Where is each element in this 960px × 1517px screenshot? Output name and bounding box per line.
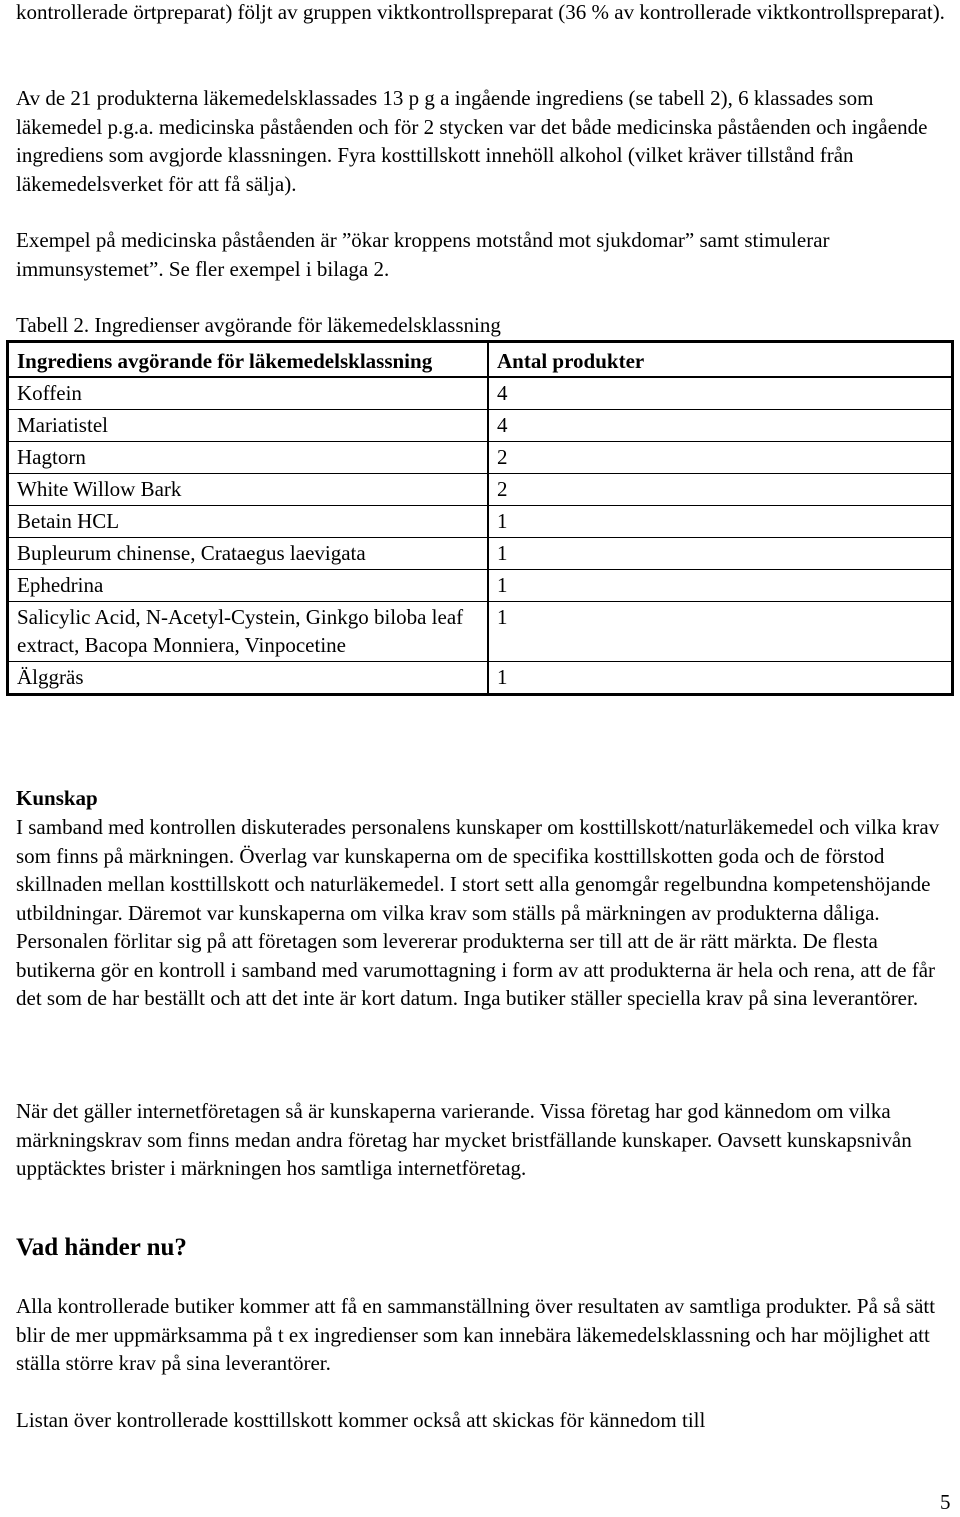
count-cell: 1 — [488, 569, 953, 601]
ingredient-cell: Betain HCL — [8, 505, 489, 537]
paragraph-intro: kontrollerade örtpreparat) följt av gruppen viktkontrollspreparat (36 % av kontrollerade viktkontrollspreparat). — [16, 0, 945, 24]
count-cell: 4 — [488, 409, 953, 441]
table-row — [8, 473, 953, 505]
ingredient-cell: Salicylic Acid, N-Acetyl-Cystein, Ginkgo biloba leaf extract, Bacopa Monniera, Vinpocetine — [8, 601, 489, 661]
ingredient-cell: Mariatistel — [8, 409, 489, 441]
section-heading-vad: Vad händer nu? — [16, 1234, 187, 1261]
table-row — [8, 569, 953, 601]
ingredient-cell: Ephedrina — [8, 569, 489, 601]
count-cell: 1 — [488, 601, 953, 661]
paragraph-classification: Av de 21 produkterna läkemedelsklassades 13 p g a ingående ingrediens (se tabell 2), 6 klassades som läkemedel p.g.a. medicinska påståenden och för 2 stycken var det både medicinska påståenden och ingående ingrediens som avgjorde klassningen. Fyra kosttillskott innehöll alkohol (vilket kräver tillstånd från läkemedelsverket för att få sälja). — [16, 86, 928, 196]
paragraph-kunskap-staff: I samband med kontrollen diskuterades personalens kunskaper om kosttillskott/naturläkemedel och vilka krav som finns på märkningen. Överlag var kunskaperna om de specifika kosttillskotten goda och de förstod skillnaden mellan kosttillskott och naturläkemedel. I stort sett alla genomgår regelbundna kompetenshöjande utbildningar. Däremot var kunskaperna om vilka krav som ställs på märkningen av produkterna dåliga. Personalen förlitar sig på att företagen som levererar produkterna ser till att de är rätt märkta. De flesta butikerna gör en kontroll i samband med varumottagning i form av att produkterna är hela och rena, att de får det som de har beställt och att det inte är kort datum. Inga butiker ställer speciella krav på sina leverantörer. — [16, 815, 940, 1010]
count-cell: 1 — [488, 505, 953, 537]
table-row — [8, 377, 953, 410]
page-number: 5 — [940, 1490, 951, 1514]
header-count: Antal produkter — [488, 342, 953, 377]
count-cell: 1 — [488, 537, 953, 569]
ingredient-cell: Hagtorn — [8, 441, 489, 473]
count-cell: 1 — [488, 661, 953, 694]
table-row — [8, 505, 953, 537]
ingredient-cell: Älggräs — [8, 661, 489, 694]
count-cell: 2 — [488, 473, 953, 505]
paragraph-examples: Exempel på medicinska påståenden är ”ökar kroppens motstånd mot sjukdomar” samt stimulerar immunsystemet”. Se fler exempel i bilaga 2. — [16, 228, 830, 281]
header-ingredient: Ingrediens avgörande för läkemedelsklassning — [8, 342, 489, 377]
count-cell: 2 — [488, 441, 953, 473]
table-body — [8, 377, 953, 695]
ingredients-table — [6, 340, 954, 696]
table-header-row — [8, 342, 953, 377]
table-caption: Tabell 2. Ingredienser avgörande för läkemedelsklassning — [16, 313, 501, 337]
paragraph-kunskap-internet: När det gäller internetföretagen så är kunskaperna varierande. Vissa företag har god kännedom om vilka märkningskrav som finns medan andra företag har mycket bristfällande kunskaper. Oavsett kunskapsnivån upptäcktes brister i märkningen hos samtliga internetföretag. — [16, 1099, 912, 1180]
table-row — [8, 661, 953, 694]
section-heading-kunskap: Kunskap — [16, 786, 98, 810]
paragraph-vad-summary: Alla kontrollerade butiker kommer att få en sammanställning över resultaten av samtliga produkter. På så sätt blir de mer uppmärksamma på t ex ingredienser som kan innebära läkemedelsklassning och har möjlighet att ställa större krav på sina leverantörer. — [16, 1294, 936, 1375]
count-cell: 4 — [488, 377, 953, 410]
ingredient-cell: Bupleurum chinense, Crataegus laevigata — [8, 537, 489, 569]
table-row — [8, 601, 953, 661]
ingredient-cell: White Willow Bark — [8, 473, 489, 505]
paragraph-vad-list: Listan över kontrollerade kosttillskott kommer också att skickas för kännedom till — [16, 1408, 706, 1432]
table-row — [8, 441, 953, 473]
ingredient-cell: Koffein — [8, 377, 489, 410]
table-row — [8, 409, 953, 441]
table-row — [8, 537, 953, 569]
